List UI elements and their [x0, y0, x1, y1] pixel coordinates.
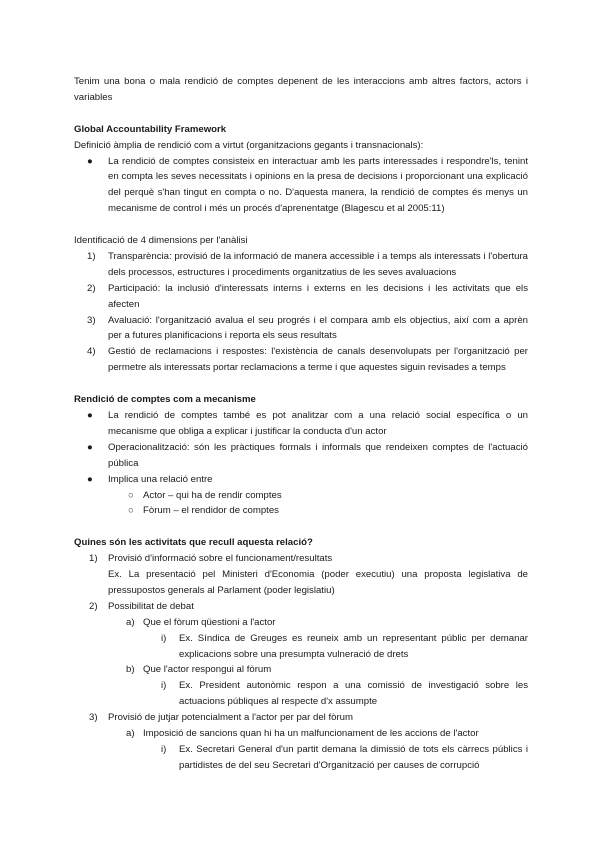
hollow-bullet-icon: ○ — [128, 505, 134, 517]
bullet-icon: ● — [87, 409, 93, 421]
gaf-definition: Definició àmplia de rendició com a virtut (organitzacions gegants i transnacionals): — [74, 139, 424, 151]
activity-text: Provisió de jutjar potencialment a l'actor per par del fòrum — [108, 712, 353, 724]
subitem-text: Que el fòrum qüestioni a l'actor — [143, 616, 276, 628]
subitem-text: Imposició de sancions quan hi ha un malfuncionament de les accions de l'actor — [143, 728, 479, 740]
list-number: 1) — [89, 553, 98, 565]
dimension-text: Transparència: provisió de la informació de manera accessible i a temps als interessats i l'obertura dels processos, estructures i procediments organitzatius de les seves avaluacions — [108, 250, 528, 278]
mechanism-heading: Rendició de comptes com a mecanisme — [74, 394, 256, 406]
list-roman: i) — [161, 632, 167, 644]
list-roman: i) — [161, 744, 167, 755]
mechanism-bullet-item — [74, 440, 528, 472]
dimension-item — [74, 281, 528, 313]
list-letter: a) — [126, 728, 135, 740]
activity-example-item — [74, 678, 528, 710]
example-text: Ex. Secretari General d'un partit demana la dimissió de tots els càrrecs públics i partidistes de del seu Secretari d'Organització per causes de corrupció — [179, 744, 528, 771]
gaf-heading: Global Accountability Framework — [74, 123, 227, 135]
list-number: 2) — [87, 282, 96, 294]
list-roman: i) — [161, 680, 167, 692]
mechanism-bullet-text: Implica una relació entre — [108, 473, 213, 485]
bullet-icon: ● — [87, 155, 93, 167]
example-text: Ex. Síndica de Greuges es reuneix amb un representant públic per demanar explicacions sobre una presumpta vulneració de drets — [179, 632, 528, 660]
list-number: 2) — [89, 600, 98, 612]
document-page — [74, 74, 528, 774]
mechanism-bullet-item — [74, 408, 528, 440]
gaf-bullet-text: La rendició de comptes consisteix en interactuar amb les parts interessades i respondre'ls, tenint en compta les seves necessitats i opinions en la presa de decisions i proporcionant una explicació del perquè s'han tingut en compta o no. D'aquesta manera, la rendició de comptes és menys un mecanisme de control i més un procés d'aprenentatge (Blagescu et al 2005:11) — [108, 155, 528, 215]
list-letter: b) — [126, 664, 135, 676]
intro-paragraph: Tenim una bona o mala rendició de comptes depenent de les interaccions amb altres factors, actors i variables — [74, 76, 528, 103]
list-number: 1) — [87, 250, 96, 262]
activity-example-item — [74, 742, 528, 774]
example-text: Ex. President autonòmic respon a una comissió de investigació sobre les actuacions públiques al respecte d'x assumpte — [179, 680, 528, 708]
dimensions-heading: Identificació de 4 dimensions per l'anàlisi — [74, 235, 248, 247]
dimension-text: Gestió de reclamacions i respostes: l'existència de canals desenvolupats per l'organització per permetre als interessats portar reclamacions a terme i que aquestes siguin revisades a temps — [108, 346, 528, 374]
mechanism-bullet-text: La rendició de comptes també es pot analitzar com a una relació social específica o un mecanisme que obliga a explicar i justificar la conducta d'un actor — [108, 409, 528, 437]
activity-subitem — [74, 726, 528, 742]
activities-heading: Quines són les activitats que recull aquesta relació? — [74, 537, 313, 549]
activity-text: Provisió d'informació sobre el funcionament/resultats — [108, 553, 333, 565]
activity-example-item — [74, 631, 528, 663]
activity-subitem — [74, 662, 528, 678]
sub-bullet-text: Actor – qui ha de rendir comptes — [143, 489, 282, 501]
list-letter: a) — [126, 616, 135, 628]
mechanism-bullet-item — [74, 472, 528, 488]
activity-item — [74, 551, 528, 567]
activity-subitem — [74, 615, 528, 631]
mechanism-sub-bullet-item — [74, 503, 528, 519]
mechanism-sub-bullet-item — [74, 488, 528, 504]
list-number: 3) — [87, 314, 96, 326]
dimension-text: Avaluació: l'organització avalua el seu progrés i el compara amb els objectius, així com a aprèn per a futures planificacions i reporta els seus resultats — [108, 314, 528, 342]
list-number: 3) — [89, 712, 98, 724]
subitem-text: Que l'actor respongui al fòrum — [143, 664, 272, 676]
hollow-bullet-icon: ○ — [128, 489, 134, 501]
bullet-icon: ● — [87, 473, 93, 485]
sub-bullet-text: Fòrum – el rendidor de comptes — [143, 505, 279, 517]
mechanism-bullet-text: Operacionalització: són les pràctiques formals i informals que rendeixen comptes de l'actuació pública — [108, 441, 528, 469]
activity-item — [74, 599, 528, 615]
dimension-item — [74, 249, 528, 281]
activity-item — [74, 710, 528, 726]
activity-example: Ex. La presentació pel Ministeri d'Economia (poder executiu) una proposta legislativa de pressupostos generals al Parlament (poder legislatiu) — [108, 569, 528, 596]
dimension-text: Participació: la inclusió d'interessats interns i externs en les decisions i les activitats que els afecten — [108, 282, 528, 310]
dimension-item — [74, 344, 528, 376]
bullet-icon: ● — [87, 441, 93, 453]
list-number: 4) — [87, 346, 96, 358]
dimension-item — [74, 313, 528, 345]
activity-text: Possibilitat de debat — [108, 600, 194, 612]
gaf-bullet-item — [74, 154, 528, 218]
